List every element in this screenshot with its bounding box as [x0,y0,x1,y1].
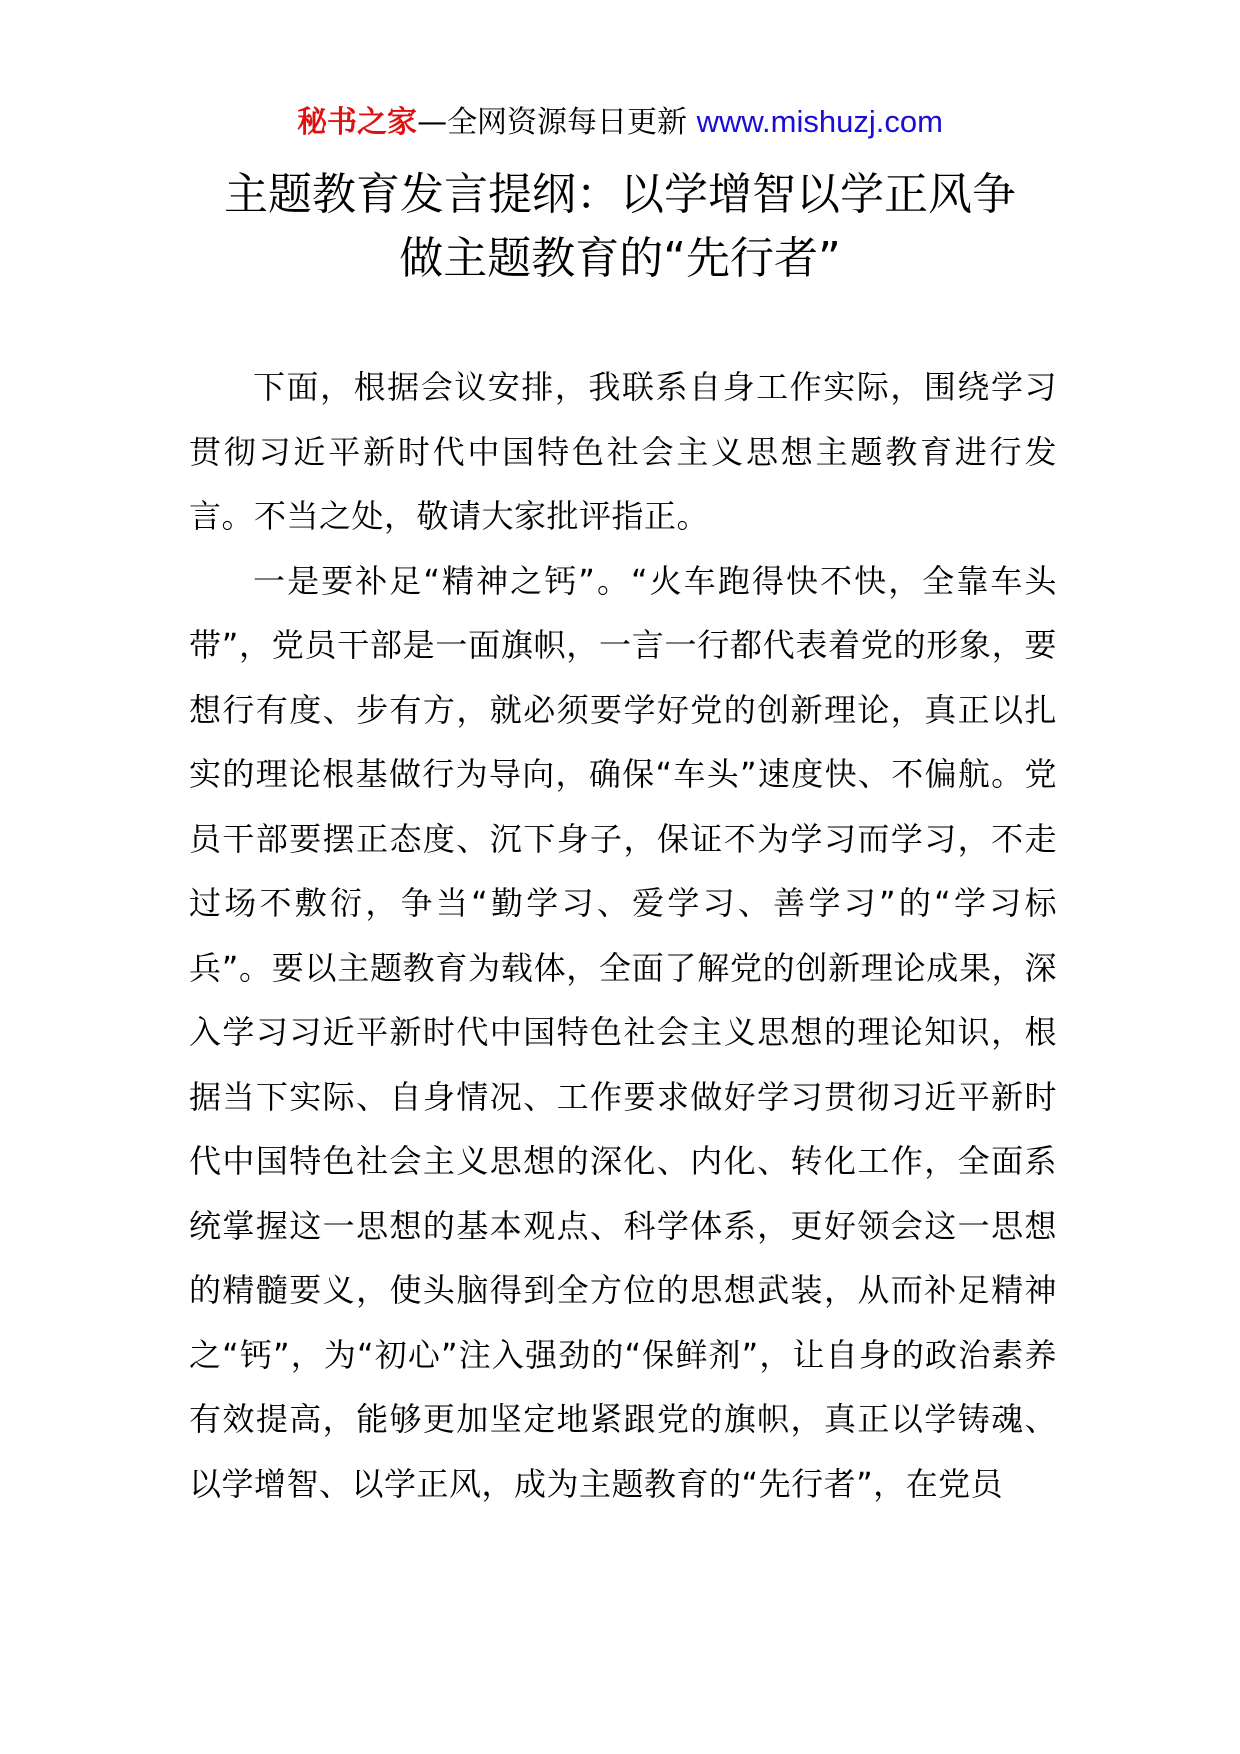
document-title [140,163,1100,291]
document-body [189,355,1057,1516]
paragraph-point-one: 一是要补足“精神之钙”。“火车跑得快不快，全靠车头带”，党员干部是一面旗帜，一言一行都代表着党的形象，要想行有度、步有方，就必须要学好党的创新理论，真正以扎实的理论根基做行为导向，确保“车头”速度快、不偏航。党员干部要摆正态度、沉下身子，保证不为学习而学习，不走过场不敷衍，争当“勤学习、爱学习、善学习”的“学习标兵”。要以主题教育为载体，全面了解党的创新理论成果，深入学习习近平新时代中国特色社会主义思想的理论知识，根据当下实际、自身情况、工作要求做好学习贯彻习近平新时代中国特色社会主义思想的深化、内化、转化工作，全面系统掌握这一思想的基本观点、科学体系，更好领会这一思想的精髓要义，使头脑得到全方位的思想武装，从而补足精神之“钙”，为“初心”注入强劲的“保鲜剂”，让自身的政治素养有效提高，能够更加坚定地紧跟党的旗帜，真正以学铸魂、以学增智、以学正风，成为主题教育的“先行者”，在党员 [189,561,1057,1503]
brand-name: 秘书之家 [297,105,418,140]
title-line-1: 主题教育发言提纲：以学增智以学正风争 [224,169,1016,220]
header-tagline: —全网资源每日更新 [417,105,697,140]
site-url-link[interactable]: www.mishuzj.com [696,104,943,139]
title-line-2: 做主题教育的“先行者” [399,233,841,284]
paragraph-intro: 下面，根据会议安排，我联系自身工作实际，围绕学习贯彻习近平新时代中国特色社会主义思想主题教育进行发言。不当之处，敬请大家批评指正。 [189,368,1057,535]
site-header [0,100,1240,145]
